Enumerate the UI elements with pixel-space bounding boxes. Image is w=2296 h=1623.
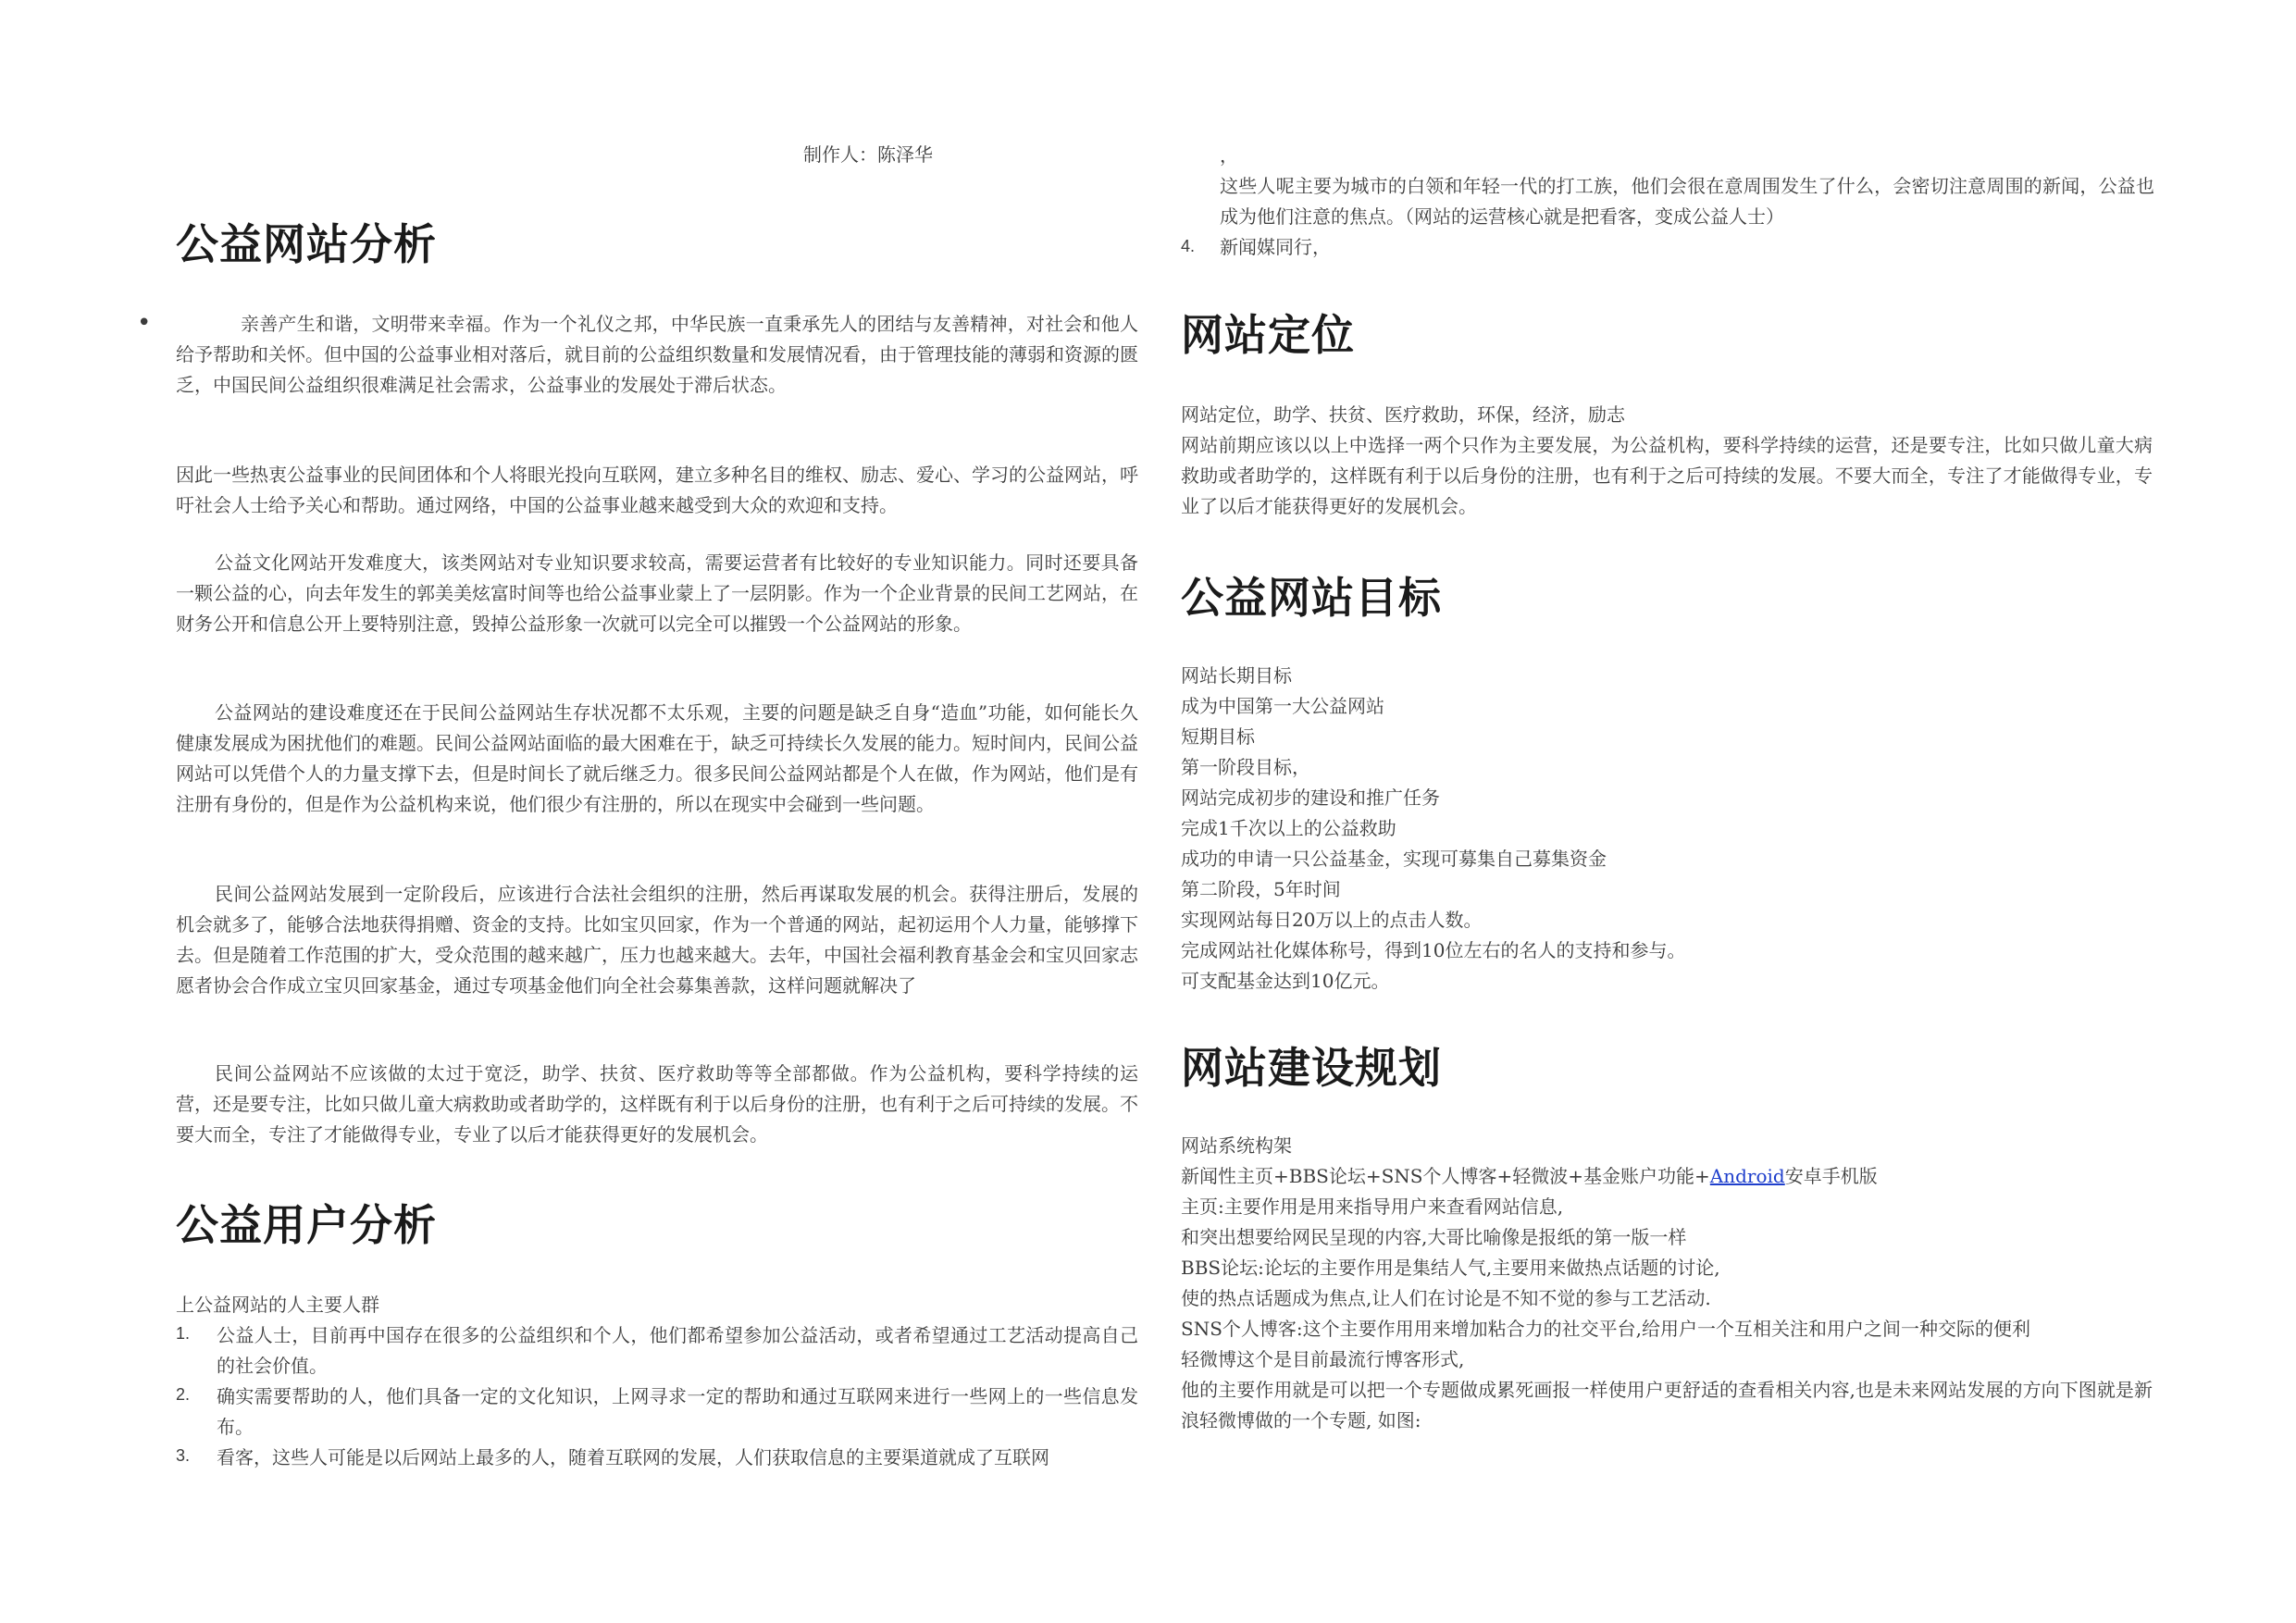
list-text: 公益人士，目前再中国存在很多的公益组织和个人，他们都希望参加公益活动，或者希望通过工艺活动提高自己的社会价值。 [217, 1324, 1138, 1377]
paragraph-survival: 公益网站的建设难度还在于民间公益网站生存状况都不太乐观，主要的问题是缺乏自身“造血”功能，如何能长久健康发展成为困扰他们的难题。民间公益网站面临的最大困难在于，缺乏可持续长久发展的能力。短时间内，民间公益网站可以凭借个人的力量支撑下去，但是时间长了就后继乏力。很多民间公益网站都是个人在做，作为网站，他们是有注册有身份的，但是作为公益机构来说，他们很少有注册的，所以在现实中会碰到一些问题。 [176, 701, 1138, 815]
author-line: 制作人：陈泽华 [803, 143, 933, 166]
goal-line: 实现网站每日20万以上的点击人数。 [1181, 909, 1483, 931]
heading-user-analysis: 公益用户分析 [176, 1200, 437, 1250]
list-item [176, 1443, 1138, 1473]
list-text: 确实需要帮助的人，他们具备一定的文化知识，上网寻求一定的帮助和通过互联网来进行一些网上的一些信息发布。 [217, 1385, 1138, 1438]
android-link[interactable]: Android [1709, 1165, 1785, 1187]
list-item [176, 1381, 1138, 1443]
plan-line: BBS论坛:论坛的主要作用是集结人气,主要用来做热点话题的讨论, [1181, 1257, 1720, 1279]
paragraph-focus: 民间公益网站不应该做的太过于宽泛，助学、扶贫、医疗救助等等全部都做。作为公益机构，要科学持续的运营，还是要专注，比如只做儿童大病救助或者助学的，这样既有利于以后身份的注册，也有利于之后可持续的发展。不要大而全，专注了才能做得专业，专业了以后才能获得更好的发展机会。 [176, 1062, 1138, 1146]
heading-site-analysis: 公益网站分析 [176, 219, 437, 269]
goal-line: 第一阶段目标， [1181, 756, 1310, 778]
positioning-paragraph: 网站前期应该以以上中选择一两个只作为主要发展，为公益机构，要科学持续的运营，还是要专注，比如只做儿童大病救助或者助学的，这样既有利于以后身份的注册，也有利于之后可持续的发展。不要大而全，专注了才能做得专业，专业了以后才能获得更好的发展机会。 [1181, 434, 2153, 517]
plan-line: 使的热点话题成为焦点,让人们在讨论是不知不觉的参与工艺活动. [1181, 1287, 1711, 1309]
plan-line: 网站系统构架 [1181, 1134, 1292, 1157]
users-intro: 上公益网站的人主要人群 [176, 1294, 379, 1316]
heading-planning: 网站建设规划 [1181, 1043, 1442, 1093]
continuation-comma: ， [1220, 144, 1238, 167]
paragraph-intro: 亲善产生和谐，文明带来幸福。作为一个礼仪之邦，中华民族一直秉承先人的团结与友善精神，对社会和他人给予帮助和关怀。但中国的公益事业相对落后，就目前的公益组织数量和发展情况看，由于管理技能的薄弱和资源的匮乏，中国民间公益组织很难满足社会需求，公益事业的发展处于滞后状态。 [176, 313, 1138, 396]
plan-line: 主页:主要作用是用来指导用户来查看网站信息, [1181, 1196, 1564, 1218]
goal-line: 成功的申请一只公益基金，实现可募集自己募集资金 [1181, 848, 1607, 870]
goal-line: 第二阶段，5年时间 [1181, 878, 1341, 900]
plan-architecture-line [1181, 1161, 2153, 1192]
goal-line: 完成网站社化媒体称号，得到10位左右的名人的支持和参与。 [1181, 939, 1686, 961]
goal-line: 完成1千次以上的公益救助 [1181, 817, 1396, 839]
user-list [176, 1320, 1138, 1473]
goals-list [1181, 661, 1685, 997]
list-item [176, 1320, 1138, 1381]
goal-line: 网站长期目标 [1181, 664, 1292, 687]
goal-line: 网站完成初步的建设和推广任务 [1181, 787, 1440, 809]
heading-goals: 公益网站目标 [1181, 573, 1442, 623]
list-text: 看客，这些人可能是以后网站上最多的人，随着互联网的发展，人们获取信息的主要渠道就成了互联网 [217, 1446, 1049, 1468]
list-number: 4. [1181, 237, 1196, 255]
bullet-icon: • [137, 309, 152, 337]
plan-line: 和突出想要给网民呈现的内容,大哥比喻像是报纸的第一版一样 [1181, 1226, 1687, 1248]
list-continuation: 这些人呢主要为城市的白领和年轻一代的打工族，他们会很在意周围发生了什么，会密切注意周围的新闻，公益也成为他们注意的焦点。（网站的运营核心就是把看客，变成公益人士） [1220, 175, 2154, 228]
plan-line: 轻微博这个是目前最流行博客形式, [1181, 1348, 1465, 1370]
positioning-line: 网站定位，助学、扶贫、医疗救助，环保，经济，励志 [1181, 403, 1625, 426]
list-number: 3. [176, 1446, 191, 1465]
heading-positioning: 网站定位 [1181, 310, 1355, 360]
goal-line: 成为中国第一大公益网站 [1181, 695, 1384, 717]
paragraph-difficulty: 公益文化网站开发难度大，该类网站对专业知识要求较高，需要运营者有比较好的专业知识能力。同时还要具备一颗公益的心，向去年发生的郭美美炫富时间等也给公益事业蒙上了一层阴影。作为一个企业背景的民间工艺网站，在财务公开和信息公开上要特别注意，毁掉公益形象一次就可以完全可以摧毁一个公益网站的形象。 [176, 551, 1138, 635]
plan-features-suffix: 安卓手机版 [1784, 1165, 1878, 1187]
plan-line: SNS个人博客:这个主要作用用来增加粘合力的社交平台,给用户一个互相关注和用户之间一种交际的便利 [1181, 1318, 2030, 1340]
paragraph-internet: 因此一些热衷公益事业的民间团体和个人将眼光投向互联网，建立多种名目的维权、励志、爱心、学习的公益网站，呼吁社会人士给予关心和帮助。通过网络，中国的公益事业越来越受到大众的欢迎和支持。 [176, 464, 1138, 516]
list-item-media: 新闻媒同行， [1220, 236, 1331, 258]
list-number: 2. [176, 1385, 191, 1404]
plan-line: 他的主要作用就是可以把一个专题做成累死画报一样使用户更舒适的查看相关内容,也是未来网站发展的方向下图就是新浪轻微博做的一个专题, 如图: [1181, 1379, 2153, 1431]
goal-line: 短期目标 [1181, 725, 1255, 748]
planning-block [1181, 1131, 2153, 1436]
list-number: 1. [176, 1324, 191, 1343]
paragraph-registration: 民间公益网站发展到一定阶段后，应该进行合法社会组织的注册，然后再谋取发展的机会。获得注册后，发展的机会就多了，能够合法地获得捐赠、资金的支持。比如宝贝回家，作为一个普通的网站，起初运用个人力量，能够撑下去。但是随着工作范围的扩大，受众范围的越来越广，压力也越来越大。去年，中国社会福利教育基金会和宝贝回家志愿者协会合作成立宝贝回家基金，通过专项基金他们向全社会募集善款，这样问题就解决了 [176, 883, 1138, 997]
goal-line: 可支配基金达到10亿元。 [1181, 970, 1390, 992]
plan-features: 新闻性主页+BBS论坛+SNS个人博客+轻微波+基金账户功能+ [1181, 1165, 1710, 1187]
